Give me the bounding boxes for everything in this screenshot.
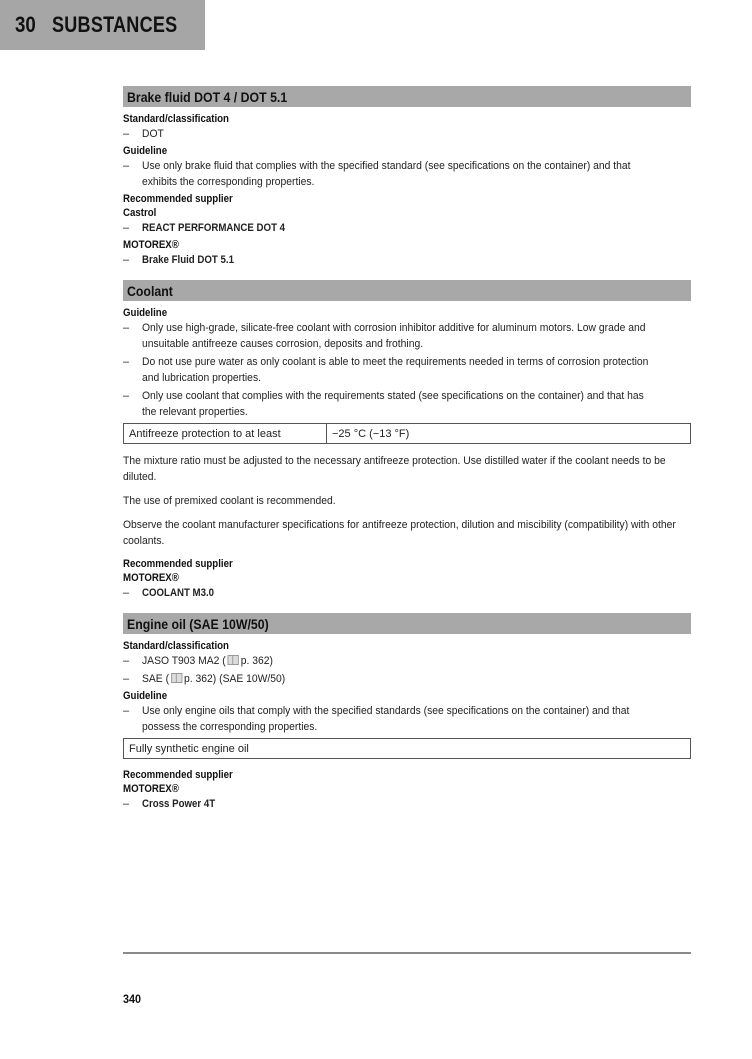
list-item [123,653,691,669]
list-item [123,671,691,687]
section-heading-brake-fluid [123,86,691,107]
section-heading-coolant [123,280,691,301]
dash-bullet: – [123,222,130,234]
dash-bullet: – [123,390,130,402]
list-item [123,585,691,601]
guideline-label: Guideline [123,307,168,319]
section-heading-engine-oil [123,613,691,634]
supplier-label: Recommended supplier [123,558,233,570]
section-title: Brake fluid DOT 4 / DOT 5.1 [127,88,288,105]
dash-bullet: – [123,587,130,599]
standard-value [142,653,658,669]
section-title: Coolant [127,282,173,299]
dash-bullet: – [123,160,130,172]
dash-bullet: – [123,356,130,368]
product-name: REACT PERFORMANCE DOT 4 [142,222,286,234]
product-name: Cross Power 4T [142,798,216,810]
list-item [123,354,691,386]
list-item [123,703,691,735]
guideline-text: Use only brake fluid that complies with the specified standard (see specifications on the container) and that exhibits the corresponding properties. [142,160,631,188]
guideline-label: Guideline [123,690,168,702]
product-name: COOLANT M3.0 [142,587,215,599]
standard-text: ) (SAE 10W/50) [212,673,286,685]
list-item [123,252,691,268]
paragraph: Observe the coolant manufacturer specifications for antifreeze protection, dilution and miscibility (compatibility) with other coolants. [123,519,676,547]
dash-bullet: – [123,254,130,266]
page-reference-link[interactable]: p. 362 [184,673,213,685]
list-item [123,158,691,190]
supplier-name: MOTOREX® [123,572,179,584]
dash-bullet: – [123,322,130,334]
antifreeze-spec-table [123,423,691,444]
standard-label: Standard/classification [123,640,229,652]
dash-bullet: – [123,655,130,667]
supplier-label: Recommended supplier [123,769,233,781]
supplier-name: MOTOREX® [123,783,179,795]
supplier-name: MOTOREX® [123,239,179,251]
list-item [123,220,691,236]
page-reference-link[interactable]: p. 362 [240,655,270,667]
spec-label: Antifreeze protection to at least [124,424,327,443]
page-number: 340 [123,992,142,1006]
spec-value: −25 °C (−13 °F) [332,427,410,440]
supplier-label: Recommended supplier [123,193,233,205]
guideline-text: Do not use pure water as only coolant is able to meet the requirements needed in terms of corrosion protection and lubrication properties. [142,356,649,384]
dash-bullet: – [123,705,130,717]
guideline-text: Only use coolant that complies with the requirements stated (see specifications on the container) and that has the relevant properties. [142,390,644,418]
dash-bullet: – [123,673,130,685]
paragraph: The use of premixed coolant is recommended. [123,495,336,507]
chapter-title: SUBSTANCES [52,12,178,37]
product-name: Brake Fluid DOT 5.1 [142,254,234,266]
section-title: Engine oil (SAE 10W/50) [127,615,269,632]
list-item [123,388,691,420]
guideline-text: Use only engine oils that comply with the specified standards (see specifications on the container) and that possess the corresponding properties. [142,705,630,733]
paragraph: The mixture ratio must be adjusted to the necessary antifreeze protection. Use distilled water if the coolant needs to be diluted. [123,455,666,483]
standard-label: Standard/classification [123,113,229,125]
guideline-text: Only use high-grade, silicate-free coolant with corrosion inhibitor additive for aluminum motors. Low grade and unsuitable antifreeze causes corrosion, deposits and frothing. [142,322,646,350]
page-content [123,86,691,814]
dash-bullet: – [123,128,130,140]
supplier-name: Castrol [123,207,157,219]
standard-value [142,671,658,687]
book-reference-icon [228,655,239,665]
oil-spec-table [123,738,691,759]
standard-text: SAE ( [142,673,170,685]
standard-text: JASO T903 MA2 ( [142,655,226,667]
book-reference-icon [171,673,182,683]
guideline-label: Guideline [123,145,168,157]
list-item [123,796,691,812]
footer-divider [123,952,691,954]
dash-bullet: – [123,798,130,810]
standard-value: DOT [142,128,164,140]
spec-label: Fully synthetic engine oil [129,742,249,755]
standard-text: ) [269,655,273,667]
chapter-header [0,0,205,50]
list-item [123,126,691,142]
list-item [123,320,691,352]
chapter-number: 30 [15,12,36,37]
